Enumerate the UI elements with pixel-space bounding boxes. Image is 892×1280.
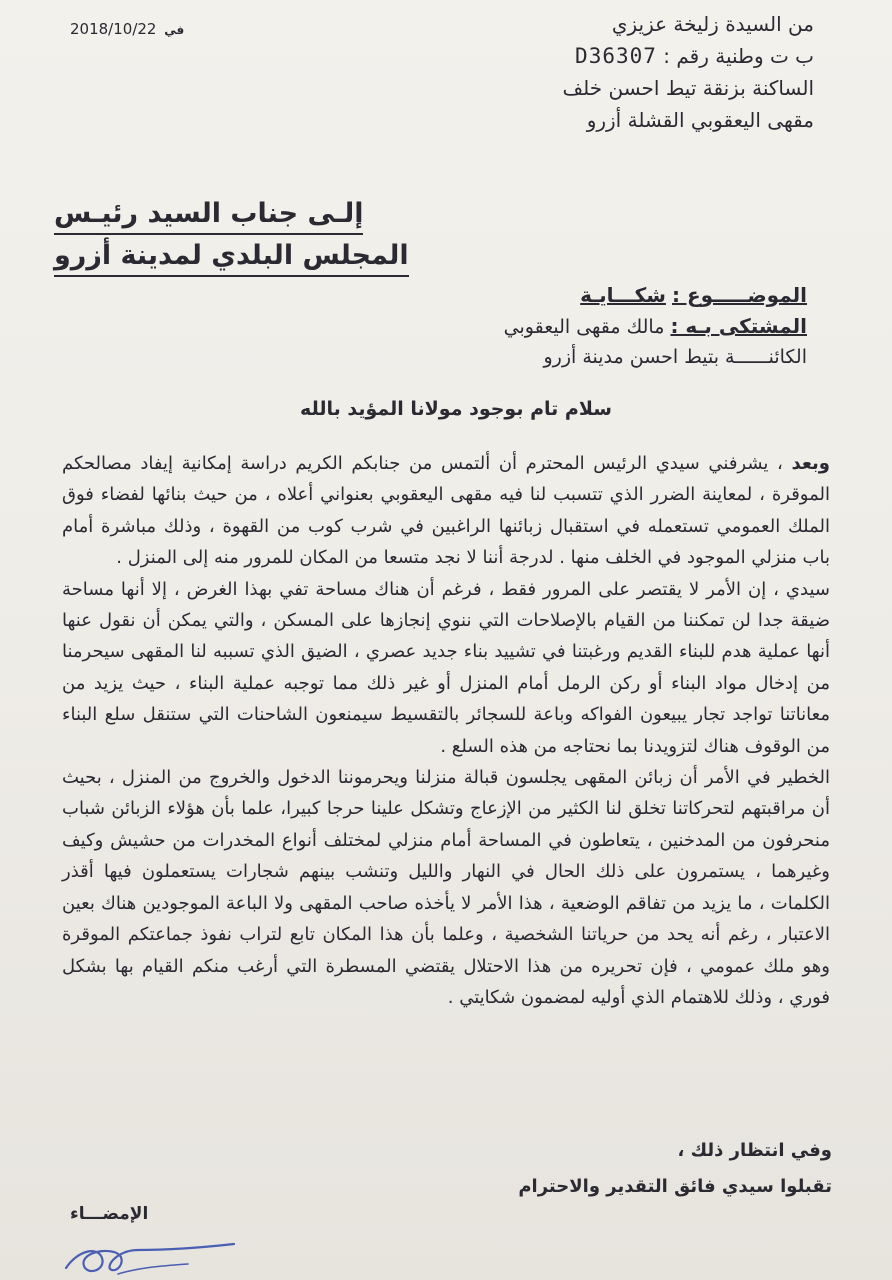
against-value: مالك مقهى اليعقوبي [503, 316, 665, 338]
subject-value: شكـــايـة [580, 283, 666, 307]
closing-line1: وفي انتظار ذلك ، [677, 1140, 832, 1161]
sender-id-value: D36307 [575, 44, 657, 68]
sender-address-line1: الساكنة بزنقة تيط احسن خلف [562, 76, 814, 100]
addressee-line2: المجلس البلدي لمدينة أزرو [54, 238, 409, 277]
date-value: 2018/10/22 [70, 20, 157, 38]
body-paragraph-3: الخطير في الأمر أن زبائن المقهى يجلسون قبالة منزلنا ويحرموننا الدخول والخروج من المنزل ، بحيث أن مراقبتهم لتحركاتنا تخلق لنا الكثير من الإزعاج وتشكل علينا حرجا كبيرا، علما بأن هؤلاء الزبائن شباب منحرفون من المدخنين ، يتعاطون في المساحة أمام منزلي لمختلف أنواع المخدرات من حشيش وكيف وغيرهما ، يستمرون على ذلك الحال في النهار والليل وتنشب بينهم شجارات يستعملون فيها أقذر الكلمات ، ما يزيد من تفاقم الوضعية ، هذا الأمر لا يأخذه صاحب المقهى ولا الباعة الموجودين هناك بعين الاعتبار ، رغم أنه يحد من حرياتنا الشخصية ، وعلما بأن هذا المكان تابع لتراب نفوذ جماعتكم الموقرة وهو ملك عمومي ، فإن تحريره من هذا الاحتلال يقتضي المسطرة التي أرغب منكم القيام بها بشكل فوري ، وذلك للاهتمام الذي أوليه لمضمون شكايتي . [62, 767, 830, 1008]
body-paragraph-2: سيدي ، إن الأمر لا يقتصر على المرور فقط ، فرغم أن هناك مساحة تفي بهذا الغرض ، إلا أنها مساحة ضيقة جدا لن تمكننا من القيام بالإصلاحات التي ننوي إنجازها على المسكن ، والتي يمكن أن نقول عنها أنها عملية هدم للبناء القديم ورغبتنا في تشييد بناء جديد عصري ، الضيق الذي تسببه لنا المقهى سيحرمنا من إدخال مواد البناء أو ركن الرمل أمام المنزل أو غير ذلك مما توجبه عملية البناء ، حيث يزيد من معاناتنا تواجد تجار يبيعون الفواكه وباعة للسجائر بالتقسيط سيمنعون الشاحنات التي ستنقل سلع البناء من الوقوف هناك لتزويدنا بما نحتاجه من هذه السلع . [62, 578, 830, 757]
body-paragraph-1-text: ، يشرفني سيدي الرئيس المحترم أن ألتمس من جنابكم الكريم دراسة إمكانية إيفاد مصالحكم الموقرة ، لمعاينة الضرر الذي تتسبب لنا فيه مقهى اليعقوبي بعنواني أعلاه ، من حيث بنائها لفضاء فوق الملك العمومي تستعمله في استقبال زبائنها الراغبين في شرب كوب من القهوة ، وذلك مباشرة أمام باب منزلي الموجود في الخلف منها . لدرجة أننا لا نجد متسعا من المكان للمرور منه إلى المنزل . [62, 453, 830, 569]
addressee-line1: إلـى جناب السيد رئيـس [54, 196, 363, 235]
sender-block [394, 8, 814, 136]
signature-scribble-icon [58, 1228, 238, 1280]
greeting: سلام تام بوجود مولانا المؤيد بالله [300, 398, 612, 420]
body-lead-word: وبعد [791, 453, 830, 474]
letter-date [70, 20, 184, 38]
closing-block [412, 1133, 832, 1205]
subject-line [447, 280, 807, 311]
against-key: المشتكى بـه : [670, 314, 807, 338]
subject-key: الموضـــــوع : [672, 283, 807, 307]
sender-name: من السيدة زليخة عزيزي [611, 12, 814, 36]
location-line: الكائنــــــة بتيط احسن مدينة أزرو [543, 346, 807, 368]
body-paragraph-1 [62, 448, 830, 574]
addressee-block [54, 196, 409, 280]
date-prefix: في [164, 23, 185, 37]
subject-block [447, 280, 807, 372]
sender-id-line [394, 40, 814, 72]
closing-line2: تقبلوا سيدي فائق التقدير والاحترام [518, 1176, 832, 1197]
sender-address-line2: مقهى اليعقوبي القشلة أزرو [586, 108, 814, 132]
signature-label: الإمضـــاء [70, 1204, 149, 1224]
letter-body [62, 448, 830, 1013]
sender-id-label: ب ت وطنية رقم : [663, 44, 814, 68]
against-line [447, 311, 807, 342]
